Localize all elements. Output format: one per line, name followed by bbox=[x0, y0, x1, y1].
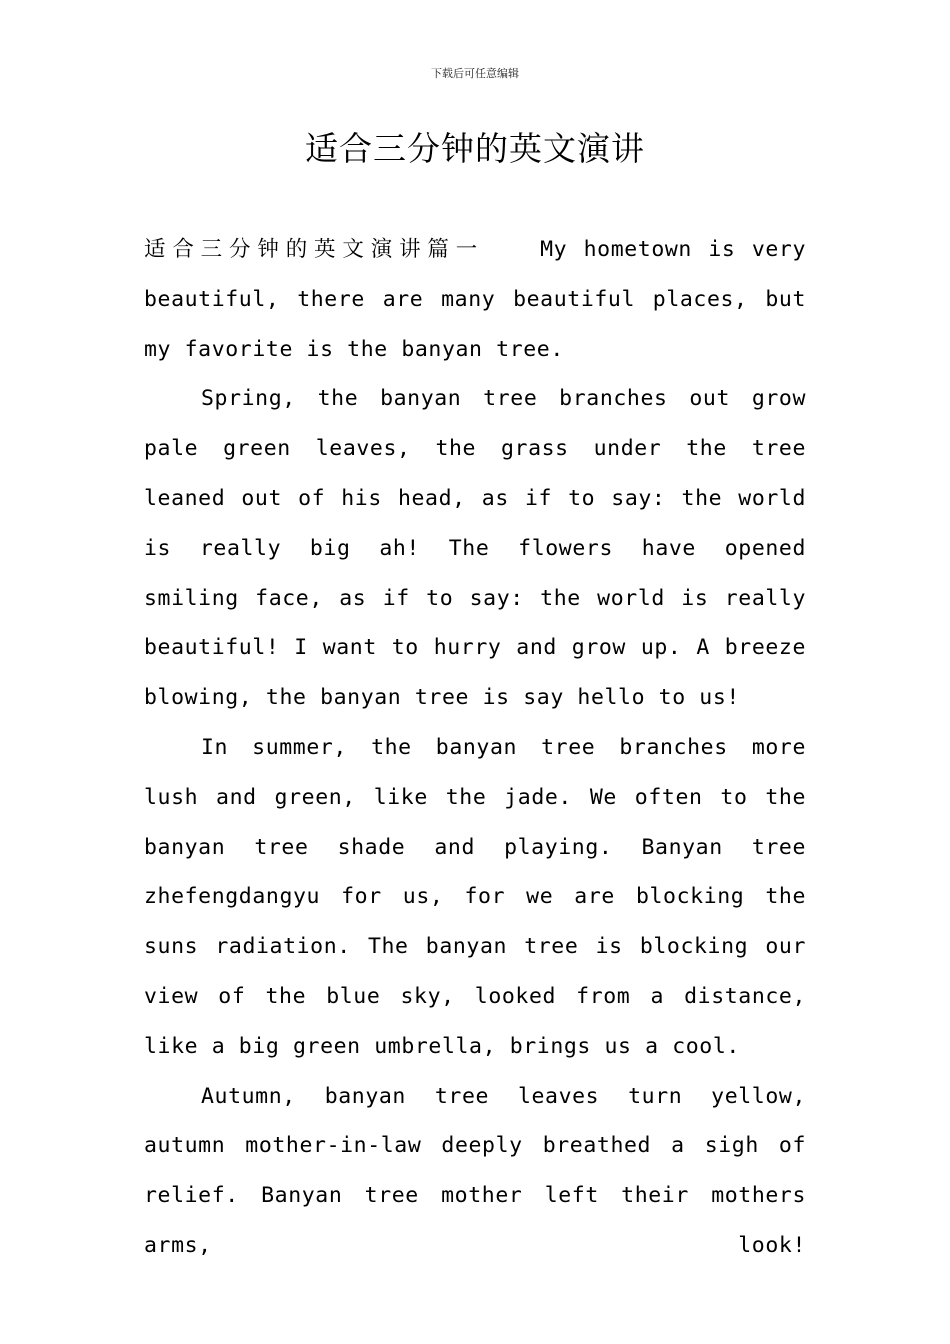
paragraph-text: My hometown is very beautiful, there are many beautiful places, but my favorite is the banyan tree. bbox=[144, 237, 806, 362]
paragraph-1 bbox=[144, 225, 806, 374]
section-heading: 适合三分钟的英文演讲篇一 bbox=[144, 237, 485, 262]
header-note: 下载后可任意编辑 bbox=[431, 67, 519, 80]
paragraph-4 bbox=[144, 1072, 806, 1271]
document-body bbox=[144, 225, 806, 1271]
paragraph-text: Autumn, banyan tree leaves turn yellow, autumn mother-in-law deeply breathed a sigh of relief. Banyan tree mother left their mothers arms, look! bbox=[144, 1083, 806, 1258]
paragraph-text: Spring, the banyan tree branches out grow pale green leaves, the grass under the tree leaned out of his head, as if to say: the world is really big ah! The flowers have opened smiling face, as if to say: the world is really beautiful! I want to hurry and grow up. A breeze blowing, the banyan tree is say hello to us! bbox=[144, 386, 806, 711]
page-title: 适合三分钟的英文演讲 bbox=[305, 129, 645, 168]
paragraph-text: In summer, the banyan tree branches more lush and green, like the jade. We often to the banyan tree shade and playing. Banyan tree zhefengdangyu for us, for we are blocking the suns radiation. The banyan tree is blocking our view of the blue sky, looked from a distance, like a big green umbrella, brings us a cool. bbox=[144, 734, 806, 1059]
paragraph-3 bbox=[144, 723, 806, 1072]
paragraph-2 bbox=[144, 374, 806, 723]
